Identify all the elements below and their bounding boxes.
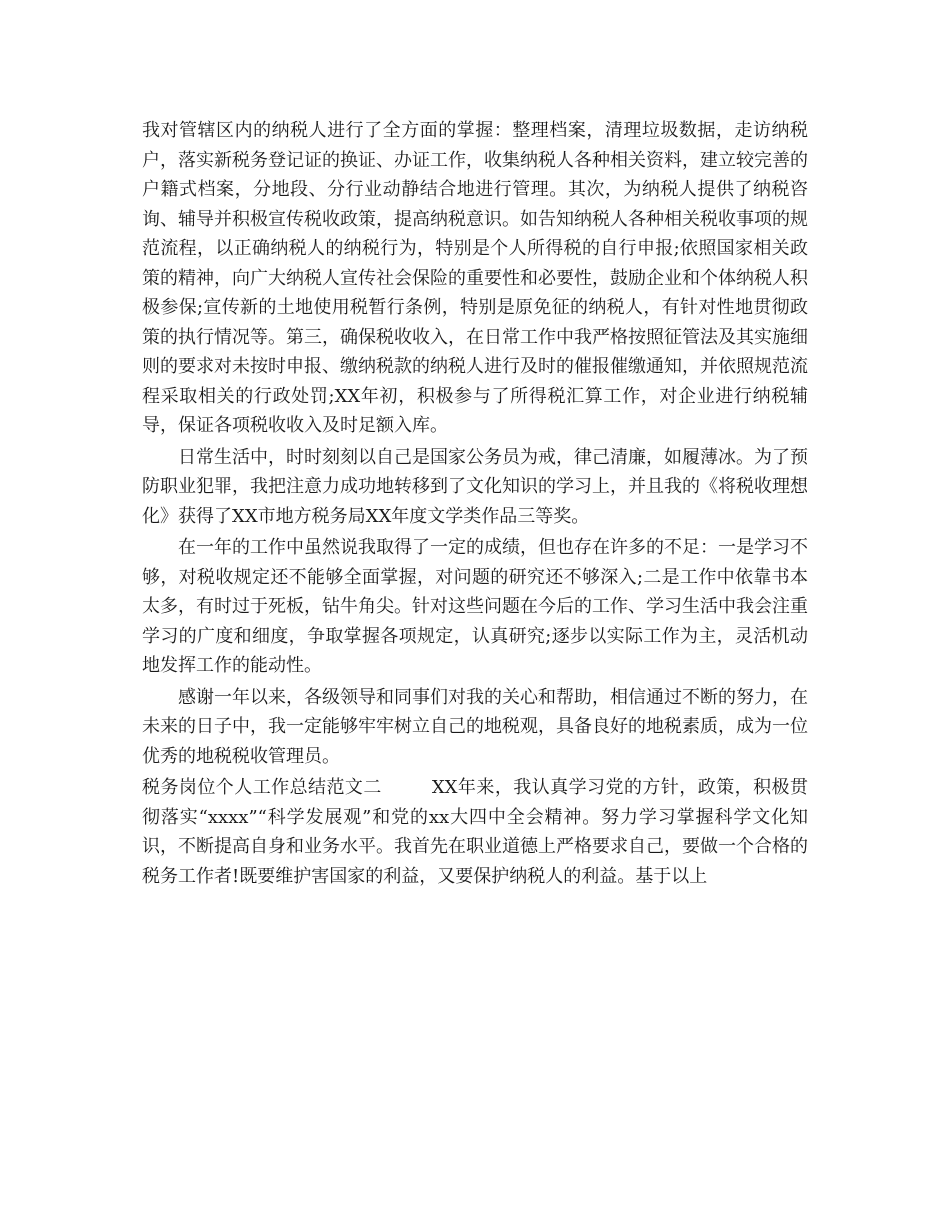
section-body: XX年来，我认真学习党的方针，政策，积极贯彻落实“xxxx”“科学发展观”和党的xx大四中全会精神。努力学习掌握科学文化知识，不断提高自身和业务水平。我首先在职业道德上严格要求自己，要做一个合格的税务工作者!既要维护害国家的利益，又要保护纳税人的利益。基于以上 — [142, 777, 808, 887]
paragraph-shortcomings: 在一年的工作中虽然说我取得了一定的成绩，但也存在许多的不足：一是学习不够，对税收规定还不能够全面掌握，对问题的研究还不够深入;二是工作中依靠书本太多，有时过于死板，钻牛角尖。针对这些问题在今后的工作、学习生活中我会注重学习的广度和细度，争取掌握各项规定，认真研究;逐步以实际工作为主，灵活机动地发挥工作的能动性。 — [142, 537, 808, 676]
section-title: 税务岗位个人工作总结范文二 — [142, 777, 382, 798]
section-two — [142, 773, 808, 891]
paragraph-daily-life: 日常生活中，时时刻刻以自己是国家公务员为戒，律己清廉，如履薄冰。为了预防职业犯罪，我把注意力成功地转移到了文化知识的学习上，并且我的《将税收理想化》获得了XX市地方税务局XX年度文学类作品三等奖。 — [142, 446, 808, 527]
document-body — [142, 116, 808, 893]
paragraph-tax-management: 我对管辖区内的纳税人进行了全方面的掌握：整理档案，清理垃圾数据，走访纳税户，落实新税务登记证的换证、办证工作，收集纳税人各种相关资料，建立较完善的户籍式档案，分地段、分行业动静结合地进行管理。其次，为纳税人提供了纳税咨询、辅导并积极宣传税收政策，提高纳税意识。如告知纳税人各种相关税收事项的规范流程，以正确纳税人的纳税行为，特别是个人所得税的自行申报;依照国家相关政策的精神，向广大纳税人宣传社会保险的重要性和必要性，鼓励企业和个体纳税人积极参保;宣传新的土地使用税暂行条例，特别是原免征的纳税人，有针对性地贯彻政策的执行情况等。第三，确保税收收入，在日常工作中我严格按照征管法及其实施细则的要求对未按时申报、缴纳税款的纳税人进行及时的催报催缴通知，并依照规范流程采取相关的行政处罚;XX年初，积极参与了所得税汇算工作，对企业进行纳税辅导，保证各项税收收入及时足额入库。 — [142, 120, 808, 436]
paragraph-thanks: 感谢一年以来，各级领导和同事们对我的关心和帮助，相信通过不断的努力，在未来的日子中，我一定能够牢牢树立自己的地税观，具备良好的地税素质，成为一位优秀的地税税收管理员。 — [142, 686, 808, 767]
